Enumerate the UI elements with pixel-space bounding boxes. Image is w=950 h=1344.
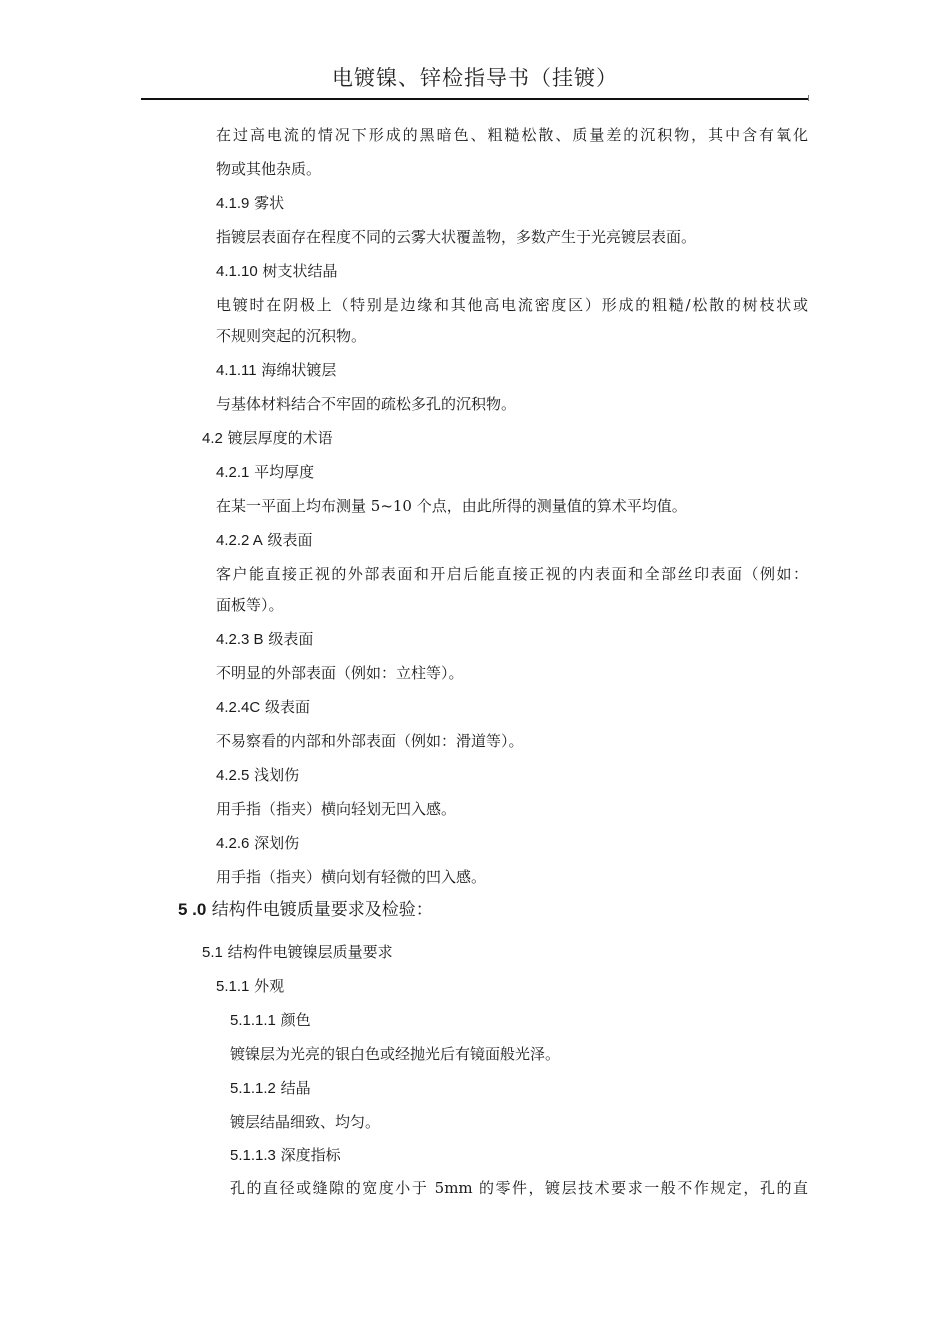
subsection-heading: 5.1.1 外观 [216,977,285,995]
section-heading: 5.1 结构件电镀镍层质量要求 [202,943,393,961]
header-rule-tick [808,95,809,101]
paragraph-line: 与基体材料结合不牢固的疏松多孔的沉积物。 [216,395,517,413]
paragraph-line: 指镀层表面存在程度不同的云雾大状覆盖物，多数产生于光亮镀层表面。 [216,228,697,246]
term-heading: 4.1.11 海绵状镀层 [216,361,337,379]
item-heading: 5.1.1.1 颜色 [230,1011,311,1029]
term-heading: 4.2.5 浅划伤 [216,766,300,784]
page-title: 电镀镍、锌检指导书（挂镀） [332,66,618,90]
paragraph-line: 用手指（指夹）横向划有轻微的凹入感。 [216,868,487,886]
paragraph-line: 客户能直接正视的外部表面和开启后能直接正视的内表面和全部丝印表面（例如： [216,565,808,583]
paragraph-line: 不易察看的内部和外部表面（例如：滑道等）。 [216,732,524,750]
term-heading: 4.2.6 深划伤 [216,834,300,852]
term-heading: 4.1.10 树支状结晶 [216,262,338,280]
paragraph-line: 不规则突起的沉积物。 [216,327,367,345]
paragraph-line: 不明显的外部表面（例如：立柱等）。 [216,664,464,682]
paragraph-line: 镀镍层为光亮的银白色或经抛光后有镜面般光泽。 [230,1045,561,1063]
paragraph-line: 孔的直径或缝隙的宽度小于 5mm 的零件，镀层技术要求一般不作规定，孔的直 [230,1179,808,1197]
term-heading: 4.1.9 雾状 [216,194,285,212]
paragraph-line: 物或其他杂质。 [216,160,322,178]
chapter-heading: 5 .0 结构件电镀质量要求及检验： [178,900,433,920]
section-heading: 4.2 镀层厚度的术语 [202,429,333,447]
paragraph-line: 镀层结晶细致、均匀。 [230,1113,381,1131]
paragraph-line: 用手指（指夹）横向轻划无凹入感。 [216,800,457,818]
term-heading: 4.2.2 A 级表面 [216,531,313,549]
term-heading: 4.2.1 平均厚度 [216,463,315,481]
header-rule [141,98,808,100]
paragraph-line: 在某一平面上均布测量 5~10 个点，由此所得的测量值的算术平均值。 [216,497,687,515]
paragraph-line: 电镀时在阴极上（特别是边缘和其他高电流密度区）形成的粗糙/松散的树枝状或 [216,296,808,314]
paragraph-line: 面板等）。 [216,596,284,614]
item-heading: 5.1.1.3 深度指标 [230,1146,341,1164]
term-heading: 4.2.4C 级表面 [216,698,310,716]
item-heading: 5.1.1.2 结晶 [230,1079,311,1097]
term-heading: 4.2.3 B 级表面 [216,630,314,648]
paragraph-line: 在过高电流的情况下形成的黑暗色、粗糙松散、质量差的沉积物，其中含有氧化 [216,126,808,144]
